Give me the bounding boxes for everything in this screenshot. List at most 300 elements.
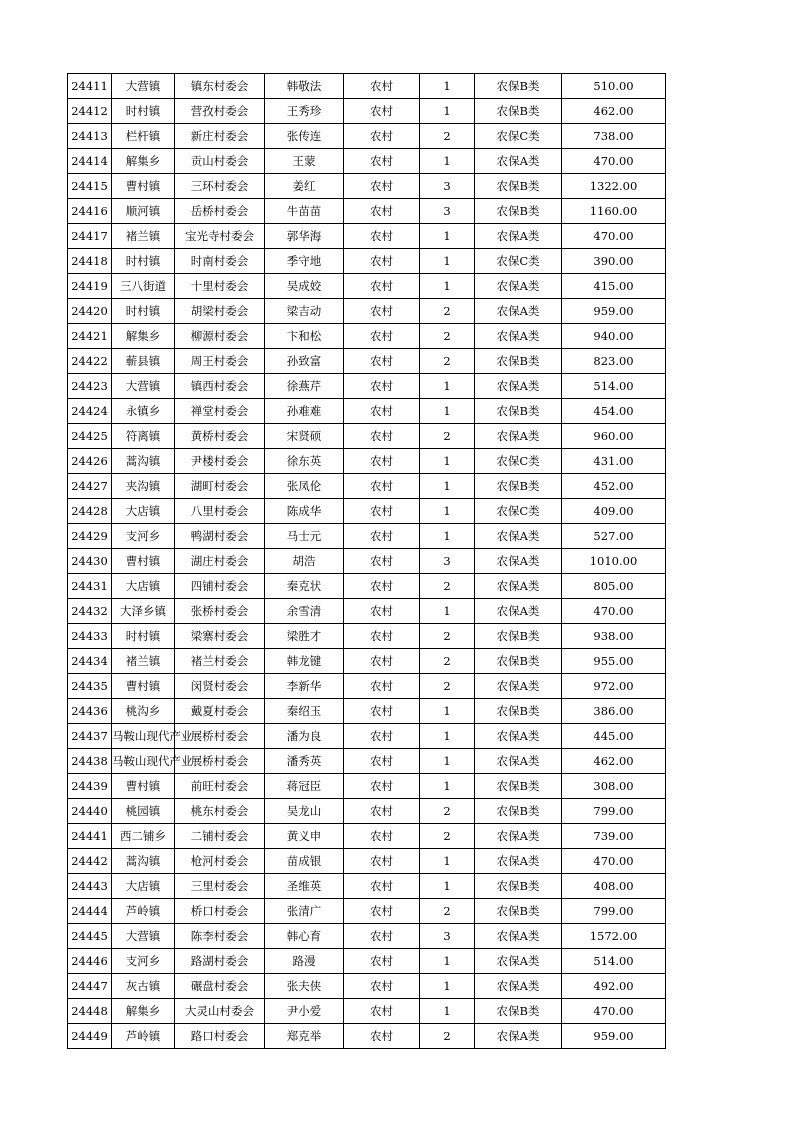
insurance-category-cell: 农保B类 xyxy=(475,474,562,499)
insurance-category-cell: 农保B类 xyxy=(475,74,562,99)
name-cell: 王蒙 xyxy=(265,149,344,174)
amount-cell: 308.00 xyxy=(562,774,666,799)
residence-type-cell: 农村 xyxy=(344,599,420,624)
town-cell: 永镇乡 xyxy=(112,399,175,424)
village-committee-cell: 周王村委会 xyxy=(175,349,265,374)
village-committee-cell: 八里村委会 xyxy=(175,499,265,524)
amount-cell: 492.00 xyxy=(562,974,666,999)
insurance-category-cell: 农保A类 xyxy=(475,599,562,624)
table-row xyxy=(68,499,666,524)
household-count-cell: 3 xyxy=(420,549,475,574)
insurance-category-cell: 农保A类 xyxy=(475,549,562,574)
residence-type-cell: 农村 xyxy=(344,499,420,524)
village-committee-cell: 展桥村委会 xyxy=(175,749,265,774)
village-committee-cell: 梁寨村委会 xyxy=(175,624,265,649)
name-cell: 路漫 xyxy=(265,949,344,974)
residence-type-cell: 农村 xyxy=(344,374,420,399)
village-committee-cell: 胡梁村委会 xyxy=(175,299,265,324)
residence-type-cell: 农村 xyxy=(344,99,420,124)
table-row xyxy=(68,799,666,824)
village-committee-cell: 镇东村委会 xyxy=(175,74,265,99)
amount-cell: 510.00 xyxy=(562,74,666,99)
town-cell: 褚兰镇 xyxy=(112,649,175,674)
record-id-cell: 24430 xyxy=(68,549,112,574)
household-count-cell: 2 xyxy=(420,299,475,324)
data-table xyxy=(67,73,666,1049)
amount-cell: 959.00 xyxy=(562,1024,666,1049)
residence-type-cell: 农村 xyxy=(344,524,420,549)
residence-type-cell: 农村 xyxy=(344,449,420,474)
household-count-cell: 1 xyxy=(420,474,475,499)
amount-cell: 799.00 xyxy=(562,899,666,924)
village-committee-cell: 三环村委会 xyxy=(175,174,265,199)
table-row xyxy=(68,674,666,699)
town-cell: 蕲县镇 xyxy=(112,349,175,374)
name-cell: 胡浩 xyxy=(265,549,344,574)
household-count-cell: 1 xyxy=(420,399,475,424)
insurance-category-cell: 农保A类 xyxy=(475,949,562,974)
residence-type-cell: 农村 xyxy=(344,199,420,224)
residence-type-cell: 农村 xyxy=(344,849,420,874)
town-cell: 大店镇 xyxy=(112,874,175,899)
name-cell: 姜红 xyxy=(265,174,344,199)
household-count-cell: 1 xyxy=(420,374,475,399)
insurance-category-cell: 农保A类 xyxy=(475,974,562,999)
household-count-cell: 1 xyxy=(420,949,475,974)
table-row xyxy=(68,274,666,299)
record-id-cell: 24425 xyxy=(68,424,112,449)
residence-type-cell: 农村 xyxy=(344,774,420,799)
table-row xyxy=(68,924,666,949)
table-row xyxy=(68,899,666,924)
insurance-category-cell: 农保B类 xyxy=(475,999,562,1024)
village-committee-cell: 三里村委会 xyxy=(175,874,265,899)
residence-type-cell: 农村 xyxy=(344,724,420,749)
amount-cell: 1010.00 xyxy=(562,549,666,574)
household-count-cell: 3 xyxy=(420,199,475,224)
residence-type-cell: 农村 xyxy=(344,124,420,149)
record-id-cell: 24426 xyxy=(68,449,112,474)
table-row xyxy=(68,649,666,674)
household-count-cell: 2 xyxy=(420,349,475,374)
table-row xyxy=(68,374,666,399)
record-id-cell: 24428 xyxy=(68,499,112,524)
record-id-cell: 24416 xyxy=(68,199,112,224)
household-count-cell: 1 xyxy=(420,974,475,999)
household-count-cell: 1 xyxy=(420,874,475,899)
residence-type-cell: 农村 xyxy=(344,924,420,949)
village-committee-cell: 桃东村委会 xyxy=(175,799,265,824)
village-committee-cell: 陈李村委会 xyxy=(175,924,265,949)
insurance-category-cell: 农保B类 xyxy=(475,349,562,374)
insurance-category-cell: 农保C类 xyxy=(475,499,562,524)
record-id-cell: 24437 xyxy=(68,724,112,749)
town-cell: 解集乡 xyxy=(112,149,175,174)
insurance-category-cell: 农保B类 xyxy=(475,699,562,724)
record-id-cell: 24423 xyxy=(68,374,112,399)
village-committee-cell: 张桥村委会 xyxy=(175,599,265,624)
residence-type-cell: 农村 xyxy=(344,699,420,724)
table-row xyxy=(68,749,666,774)
name-cell: 张清广 xyxy=(265,899,344,924)
residence-type-cell: 农村 xyxy=(344,1024,420,1049)
town-cell: 曹村镇 xyxy=(112,674,175,699)
table-body xyxy=(68,74,666,1049)
table-row xyxy=(68,399,666,424)
record-id-cell: 24415 xyxy=(68,174,112,199)
town-cell: 曹村镇 xyxy=(112,174,175,199)
town-cell: 褚兰镇 xyxy=(112,224,175,249)
name-cell: 余雪清 xyxy=(265,599,344,624)
insurance-category-cell: 农保C类 xyxy=(475,249,562,274)
village-committee-cell: 二铺村委会 xyxy=(175,824,265,849)
insurance-category-cell: 农保A类 xyxy=(475,1024,562,1049)
record-id-cell: 24445 xyxy=(68,924,112,949)
name-cell: 张凤伦 xyxy=(265,474,344,499)
name-cell: 韩心育 xyxy=(265,924,344,949)
village-committee-cell: 四铺村委会 xyxy=(175,574,265,599)
amount-cell: 938.00 xyxy=(562,624,666,649)
town-cell: 灰古镇 xyxy=(112,974,175,999)
village-committee-cell: 湖町村委会 xyxy=(175,474,265,499)
town-cell: 大店镇 xyxy=(112,574,175,599)
insurance-category-cell: 农保B类 xyxy=(475,799,562,824)
insurance-category-cell: 农保A类 xyxy=(475,924,562,949)
insurance-category-cell: 农保A类 xyxy=(475,324,562,349)
table-row xyxy=(68,549,666,574)
name-cell: 梁吉动 xyxy=(265,299,344,324)
residence-type-cell: 农村 xyxy=(344,74,420,99)
record-id-cell: 24449 xyxy=(68,1024,112,1049)
record-id-cell: 24432 xyxy=(68,599,112,624)
insurance-category-cell: 农保B类 xyxy=(475,199,562,224)
town-cell: 桃园镇 xyxy=(112,799,175,824)
residence-type-cell: 农村 xyxy=(344,299,420,324)
table-row xyxy=(68,949,666,974)
insurance-category-cell: 农保A类 xyxy=(475,574,562,599)
amount-cell: 823.00 xyxy=(562,349,666,374)
record-id-cell: 24411 xyxy=(68,74,112,99)
village-committee-cell: 褚兰村委会 xyxy=(175,649,265,674)
village-committee-cell: 大灵山村委会 xyxy=(175,999,265,1024)
residence-type-cell: 农村 xyxy=(344,974,420,999)
town-cell: 顺河镇 xyxy=(112,199,175,224)
record-id-cell: 24433 xyxy=(68,624,112,649)
name-cell: 梁胜才 xyxy=(265,624,344,649)
table-row xyxy=(68,724,666,749)
record-id-cell: 24443 xyxy=(68,874,112,899)
residence-type-cell: 农村 xyxy=(344,999,420,1024)
household-count-cell: 1 xyxy=(420,699,475,724)
name-cell: 孙致富 xyxy=(265,349,344,374)
name-cell: 张传连 xyxy=(265,124,344,149)
name-cell: 郭华海 xyxy=(265,224,344,249)
insurance-category-cell: 农保B类 xyxy=(475,624,562,649)
amount-cell: 1572.00 xyxy=(562,924,666,949)
village-committee-cell: 前旺村委会 xyxy=(175,774,265,799)
amount-cell: 1160.00 xyxy=(562,199,666,224)
name-cell: 尹小爱 xyxy=(265,999,344,1024)
town-cell: 蒿沟镇 xyxy=(112,849,175,874)
amount-cell: 738.00 xyxy=(562,124,666,149)
household-count-cell: 2 xyxy=(420,649,475,674)
table-row xyxy=(68,824,666,849)
household-count-cell: 2 xyxy=(420,674,475,699)
town-cell: 时村镇 xyxy=(112,624,175,649)
residence-type-cell: 农村 xyxy=(344,474,420,499)
table-row xyxy=(68,974,666,999)
town-cell: 大营镇 xyxy=(112,74,175,99)
town-cell: 大泽乡镇 xyxy=(112,599,175,624)
village-committee-cell: 桥口村委会 xyxy=(175,899,265,924)
table-row xyxy=(68,74,666,99)
residence-type-cell: 农村 xyxy=(344,749,420,774)
table-row xyxy=(68,149,666,174)
insurance-category-cell: 农保A类 xyxy=(475,524,562,549)
household-count-cell: 2 xyxy=(420,624,475,649)
name-cell: 孙难难 xyxy=(265,399,344,424)
record-id-cell: 24440 xyxy=(68,799,112,824)
town-cell: 大营镇 xyxy=(112,924,175,949)
amount-cell: 470.00 xyxy=(562,224,666,249)
amount-cell: 454.00 xyxy=(562,399,666,424)
town-cell: 曹村镇 xyxy=(112,774,175,799)
village-committee-cell: 鸭湖村委会 xyxy=(175,524,265,549)
village-committee-cell: 新庄村委会 xyxy=(175,124,265,149)
town-cell: 大店镇 xyxy=(112,499,175,524)
village-committee-cell: 展桥村委会 xyxy=(175,724,265,749)
residence-type-cell: 农村 xyxy=(344,349,420,374)
village-committee-cell: 尹楼村委会 xyxy=(175,449,265,474)
amount-cell: 409.00 xyxy=(562,499,666,524)
table-row xyxy=(68,249,666,274)
insurance-category-cell: 农保C类 xyxy=(475,449,562,474)
village-committee-cell: 枪河村委会 xyxy=(175,849,265,874)
name-cell: 张夫侠 xyxy=(265,974,344,999)
table-row xyxy=(68,774,666,799)
village-committee-cell: 时南村委会 xyxy=(175,249,265,274)
table-row xyxy=(68,474,666,499)
amount-cell: 527.00 xyxy=(562,524,666,549)
insurance-category-cell: 农保B类 xyxy=(475,99,562,124)
record-id-cell: 24418 xyxy=(68,249,112,274)
household-count-cell: 2 xyxy=(420,824,475,849)
town-cell: 符离镇 xyxy=(112,424,175,449)
household-count-cell: 1 xyxy=(420,99,475,124)
residence-type-cell: 农村 xyxy=(344,399,420,424)
record-id-cell: 24431 xyxy=(68,574,112,599)
town-cell: 芦岭镇 xyxy=(112,899,175,924)
village-committee-cell: 宝光寺村委会 xyxy=(175,224,265,249)
household-count-cell: 2 xyxy=(420,899,475,924)
name-cell: 王秀珍 xyxy=(265,99,344,124)
town-cell: 马鞍山现代产业 xyxy=(112,749,175,774)
name-cell: 吴龙山 xyxy=(265,799,344,824)
village-committee-cell: 十里村委会 xyxy=(175,274,265,299)
household-count-cell: 3 xyxy=(420,174,475,199)
town-cell: 三八街道 xyxy=(112,274,175,299)
record-id-cell: 24420 xyxy=(68,299,112,324)
record-id-cell: 24417 xyxy=(68,224,112,249)
town-cell: 解集乡 xyxy=(112,999,175,1024)
record-id-cell: 24444 xyxy=(68,899,112,924)
town-cell: 芦岭镇 xyxy=(112,1024,175,1049)
household-count-cell: 1 xyxy=(420,524,475,549)
table-row xyxy=(68,1024,666,1049)
residence-type-cell: 农村 xyxy=(344,649,420,674)
town-cell: 蒿沟镇 xyxy=(112,449,175,474)
insurance-category-cell: 农保A类 xyxy=(475,824,562,849)
village-committee-cell: 营孜村委会 xyxy=(175,99,265,124)
insurance-category-cell: 农保B类 xyxy=(475,874,562,899)
table-row xyxy=(68,999,666,1024)
household-count-cell: 2 xyxy=(420,1024,475,1049)
name-cell: 韩敬法 xyxy=(265,74,344,99)
village-committee-cell: 戴夏村委会 xyxy=(175,699,265,724)
residence-type-cell: 农村 xyxy=(344,174,420,199)
residence-type-cell: 农村 xyxy=(344,674,420,699)
name-cell: 苗成银 xyxy=(265,849,344,874)
amount-cell: 390.00 xyxy=(562,249,666,274)
table-row xyxy=(68,349,666,374)
household-count-cell: 1 xyxy=(420,249,475,274)
residence-type-cell: 农村 xyxy=(344,574,420,599)
residence-type-cell: 农村 xyxy=(344,424,420,449)
household-count-cell: 2 xyxy=(420,424,475,449)
table-row xyxy=(68,449,666,474)
village-committee-cell: 湖庄村委会 xyxy=(175,549,265,574)
household-count-cell: 1 xyxy=(420,724,475,749)
insurance-category-cell: 农保A类 xyxy=(475,274,562,299)
record-id-cell: 24439 xyxy=(68,774,112,799)
insurance-category-cell: 农保A类 xyxy=(475,849,562,874)
amount-cell: 431.00 xyxy=(562,449,666,474)
name-cell: 圣维英 xyxy=(265,874,344,899)
name-cell: 陈成华 xyxy=(265,499,344,524)
village-committee-cell: 岳桥村委会 xyxy=(175,199,265,224)
record-id-cell: 24427 xyxy=(68,474,112,499)
table-row xyxy=(68,99,666,124)
residence-type-cell: 农村 xyxy=(344,149,420,174)
amount-cell: 408.00 xyxy=(562,874,666,899)
town-cell: 大营镇 xyxy=(112,374,175,399)
amount-cell: 462.00 xyxy=(562,749,666,774)
record-id-cell: 24438 xyxy=(68,749,112,774)
amount-cell: 386.00 xyxy=(562,699,666,724)
amount-cell: 470.00 xyxy=(562,849,666,874)
village-committee-cell: 禅堂村委会 xyxy=(175,399,265,424)
village-committee-cell: 镇西村委会 xyxy=(175,374,265,399)
town-cell: 时村镇 xyxy=(112,299,175,324)
household-count-cell: 2 xyxy=(420,324,475,349)
name-cell: 季守地 xyxy=(265,249,344,274)
table-row xyxy=(68,874,666,899)
amount-cell: 799.00 xyxy=(562,799,666,824)
insurance-category-cell: 农保A类 xyxy=(475,374,562,399)
table-row xyxy=(68,699,666,724)
name-cell: 秦克状 xyxy=(265,574,344,599)
amount-cell: 805.00 xyxy=(562,574,666,599)
amount-cell: 452.00 xyxy=(562,474,666,499)
residence-type-cell: 农村 xyxy=(344,824,420,849)
insurance-category-cell: 农保A类 xyxy=(475,149,562,174)
table-row xyxy=(68,199,666,224)
amount-cell: 462.00 xyxy=(562,99,666,124)
table-row xyxy=(68,574,666,599)
record-id-cell: 24413 xyxy=(68,124,112,149)
amount-cell: 739.00 xyxy=(562,824,666,849)
name-cell: 徐东英 xyxy=(265,449,344,474)
insurance-category-cell: 农保B类 xyxy=(475,399,562,424)
village-committee-cell: 路湖村委会 xyxy=(175,949,265,974)
insurance-category-cell: 农保A类 xyxy=(475,749,562,774)
residence-type-cell: 农村 xyxy=(344,249,420,274)
name-cell: 宋贤硕 xyxy=(265,424,344,449)
table-row xyxy=(68,424,666,449)
amount-cell: 960.00 xyxy=(562,424,666,449)
insurance-category-cell: 农保B类 xyxy=(475,774,562,799)
name-cell: 韩龙键 xyxy=(265,649,344,674)
table-row xyxy=(68,524,666,549)
amount-cell: 514.00 xyxy=(562,949,666,974)
table-row xyxy=(68,599,666,624)
town-cell: 西二铺乡 xyxy=(112,824,175,849)
amount-cell: 415.00 xyxy=(562,274,666,299)
village-committee-cell: 碾盘村委会 xyxy=(175,974,265,999)
insurance-category-cell: 农保A类 xyxy=(475,299,562,324)
insurance-category-cell: 农保B类 xyxy=(475,174,562,199)
household-count-cell: 2 xyxy=(420,799,475,824)
residence-type-cell: 农村 xyxy=(344,799,420,824)
record-id-cell: 24421 xyxy=(68,324,112,349)
household-count-cell: 1 xyxy=(420,599,475,624)
residence-type-cell: 农村 xyxy=(344,949,420,974)
amount-cell: 959.00 xyxy=(562,299,666,324)
residence-type-cell: 农村 xyxy=(344,274,420,299)
residence-type-cell: 农村 xyxy=(344,874,420,899)
insurance-category-cell: 农保A类 xyxy=(475,724,562,749)
household-count-cell: 1 xyxy=(420,774,475,799)
amount-cell: 470.00 xyxy=(562,999,666,1024)
town-cell: 时村镇 xyxy=(112,99,175,124)
village-committee-cell: 路口村委会 xyxy=(175,1024,265,1049)
record-id-cell: 24414 xyxy=(68,149,112,174)
household-count-cell: 1 xyxy=(420,749,475,774)
village-committee-cell: 闵贤村委会 xyxy=(175,674,265,699)
town-cell: 曹村镇 xyxy=(112,549,175,574)
name-cell: 徐燕芹 xyxy=(265,374,344,399)
name-cell: 牛苗苗 xyxy=(265,199,344,224)
town-cell: 时村镇 xyxy=(112,249,175,274)
name-cell: 蒋冠臣 xyxy=(265,774,344,799)
amount-cell: 514.00 xyxy=(562,374,666,399)
insurance-category-cell: 农保A类 xyxy=(475,224,562,249)
record-id-cell: 24429 xyxy=(68,524,112,549)
name-cell: 潘秀英 xyxy=(265,749,344,774)
record-id-cell: 24441 xyxy=(68,824,112,849)
residence-type-cell: 农村 xyxy=(344,224,420,249)
record-id-cell: 24434 xyxy=(68,649,112,674)
record-id-cell: 24436 xyxy=(68,699,112,724)
village-committee-cell: 黄桥村委会 xyxy=(175,424,265,449)
amount-cell: 470.00 xyxy=(562,149,666,174)
table-row xyxy=(68,174,666,199)
village-committee-cell: 柳源村委会 xyxy=(175,324,265,349)
amount-cell: 445.00 xyxy=(562,724,666,749)
record-id-cell: 24419 xyxy=(68,274,112,299)
record-id-cell: 24442 xyxy=(68,849,112,874)
name-cell: 李新华 xyxy=(265,674,344,699)
